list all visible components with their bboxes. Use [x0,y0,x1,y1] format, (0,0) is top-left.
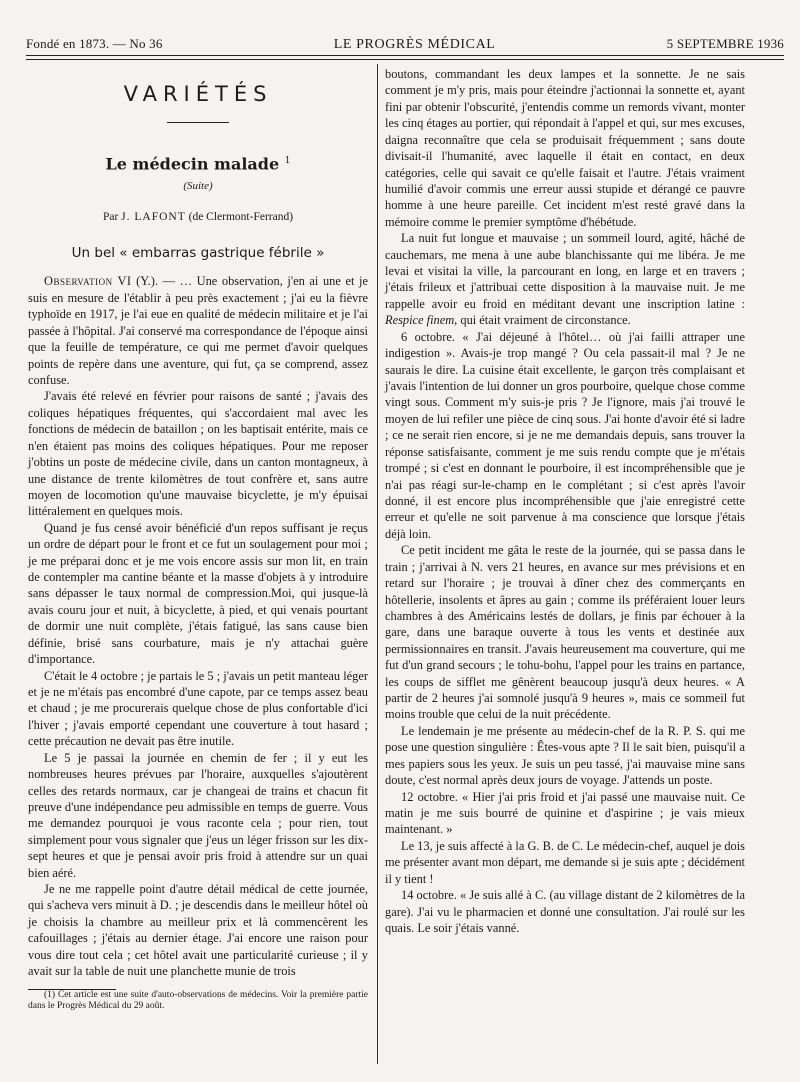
body-paragraph: Le lendemain je me présente au médecin-chef de la R. P. S. qui me pose une question singulière : Êtes-vous apte ? Il le sait bien, puisqu'il a mes papiers sous les yeux. Je suis un peu tassé, j'ai mauvaise mine sans doute, c'est normal après deux jours de voyage. J'attends un poste. [385,723,745,788]
journal-title: LE PROGRÈS MÉDICAL [333,37,496,52]
header-founded: Fondé en 1873. — No 36 [26,36,163,51]
observation-text: (Y.). — … Une observation, j'en ai une et je suis en mesure de l'établir à peu près exactement ; j'ai eu la fièvre typhoïde en 1917, je l'ai eue en qualité de médecin militaire et je l'ai passée à l'hôpital. J'ai conservé ma correspondance de l'époque ainsi que la feuille de température, ce qui me permet d'avoir quelques points de repère dans une aventure, qui fut, ça se comprend, assez confuse. [28,274,368,387]
observation-label: Observation VI [44,274,132,289]
body-paragraph: Le 13, je suis affecté à la G. B. de C. Le médecin-chef, auquel je dois me présenter avant mon départ, me demande si je suis apte ; décidément il y tient ! [385,838,745,886]
header-rule-top [26,55,784,56]
observation-paragraph [28,273,368,388]
article-title-text: Le médecin malade [105,154,280,174]
author-name: J. LAFONT [121,210,186,223]
body-paragraph: 14 octobre. « Je suis allé à C. (au village distant de 2 kilomètres de la gare). J'ai vu le pharmacien et donné une consultation. J'ai roulé sur les quais. Le soir j'étais vanné. [385,888,745,935]
footnote-text: Cet article est une suite d'auto-observations de médecins. Voir la première partie dans le Progrès Médical du 29 août. [28,989,368,1012]
body-paragraph: Je ne me rappelle point d'autre détail médical de cette journée, qui s'acheva vers minuit à D. ; je descendis dans le meilleur hôtel où je choisis la chambre au meilleur prix et là commencèrent les cafouillages ; j'étais au dernier étage. J'ai encore une raison pour vous dire tout cela ; cet hôtel avait une particularité curieuse ; il y avait sur la table de nuit une planchette munie de trois [28,882,368,979]
suite-label: (Suite) [183,180,213,193]
author-place: (de Clermont-Ferrand) [188,210,294,223]
body-paragraph: 6 octobre. « J'ai déjeuné à l'hôtel… où j'ai failli attraper une indigestion ». Avais-je trop mangé ? Ou cela passait-il mal ? Je ne saurais le dire. La cuisine était excellente, le garçon très complaisant et j'avais l'intention de lui donner un gros pourboire, quelque chose comme vingt sous. Comment m'y suis-je pris ? Je l'ignore, mais j'ai trouvé le moyen de lui refiler une pièce de cinq sous. J'ai honte d'avoir été si ladre ; ce ne serait rien encore, si je ne me demandais depuis, sans trouver la réponse satisfaisante, comment je me suis rendu compte que je m'étais trompé ; si c'est en donnant le pourboire, il est incompréhensible que je n'ai pas réagi sur-le-champ en le complétant ; si c'est après l'avoir donné, il est encore plus incompréhensible que j'aie enregistré cette erreur et qu'elle ne soit parvenue à ma conscience que lorsque j'étais déjà loin. [385,329,745,541]
issue-date: 5 SEPTEMBRE 1936 [666,36,784,51]
body-paragraph [385,230,745,329]
body-paragraph: Ce petit incident me gâta le reste de la journée, qui se passa dans le train ; j'arrivai à N. vers 21 heures, en avance sur mes prévisions et en retard sur l'horaire ; je trouvai à dîner chez des commerçants en hôtellerie, insolents et âpres au gain ; comme ils préféraient louer leurs chambres à des Américains lestés de dollars, je finis par échouer à la gare, dans une baraque ouverte à tous les vents et destinée aux permissionnaires en transit. J'avais heureusement ma couverture, qui me fut d'un grand secours ; le tohu-bohu, l'appel pour les trains en partance, les coups de sifflet me gênèrent beaucoup jusqu'à deux heures. « A partir de 2 heures j'ai somnolé jusqu'à 9 heures », mais ce sommeil fut moins trouble que celui de la nuit précédente. [385,543,745,722]
column-divider [377,64,378,1064]
right-column [385,66,745,936]
body-paragraph: 12 octobre. « Hier j'ai pris froid et j'ai passé une mauvaise nuit. Ce matin je me suis bourré de quinine et d'aspirine ; je vais mieux maintenant. » [385,789,745,837]
body-paragraph: C'était le 4 octobre ; je partais le 5 ; j'avais un petit manteau léger et je ne m'étais pas encombré d'une capote, par ce temps assez beau et chaud ; je me procurerais quelque chose de plus confortable d'ici l'hiver ; j'avais emporté cependant une couverture à tout hasard ; cette précaution ne devait pas être inutile. [28,668,368,749]
body-paragraph: J'avais été relevé en février pour raisons de santé ; j'avais des coliques hépatiques fréquentes, qui s'accordaient mal avec les fonctions de médecin de bataillon ; on les baptisait entérite, mais ce n'en étaient pas moins des coliques hépatiques. Pour me reposer j'obtins un poste de médecine civile, dans un canton montagneux, à une distance de trente kilomètres de tout confrère et, sans autre moyen de locomotion qu'une mauvaise bicyclette, je m'y épuisai littéralement en quelques mois. [28,389,368,519]
paragraph-text: qui était vraiment de circonstance. [460,313,631,328]
author-line [28,209,368,225]
section-heading: VARIÉTÉS [123,82,273,106]
article-title [28,153,368,173]
title-footnote-ref: 1 [284,156,291,167]
body-paragraph: Le 5 je passai la journée en chemin de fer ; il y eut les nombreuses heures prévues par l'horaire, auxquelles s'ajoutèrent celles des retards normaux, car je changeai de trains et chacun fit preuve d'une indépendance peu admissible en temps de guerre. Vous me demandez pourquoi je vous raconte cela ; pour rien, tout simplement pour vous signaler que j'eus un léger frisson sur les dix-sept heures et que je pensai avoir pris froid à attendre sur un quai bien aéré. [28,750,368,880]
header-rule-bottom [26,59,784,60]
continued-paragraph: boutons, commandant les deux lampes et la sonnette. Je ne sais comment je m'y pris, mais pour éteindre j'actionnai la sonnette et, ayant fini par obtenir l'obscurité, j'entendis comme un remords vivant, monter les cinq étages au portier, qui répondait à l'appel et qui, sur mes excuses, daigna reconnaître que cela se produisait fréquemment ; sans doute divisait-il l'humanité, avec laquelle il était en contact, en deux catégories, celle qui savait ce qu'elle faisait et l'autre. J'étais vraiment humilié d'avoir commis une erreur aussi stupide et dérangé ce pauvre homme à une heure pareille. Cet incident m'est resté gravé dans la mémoire comme le premier symptôme d'hébétude. [385,67,745,229]
left-column [28,66,368,1013]
author-prefix: Par [102,210,119,223]
body-paragraph: Quand je fus censé avoir bénéficié d'un repos suffisant je reçus un ordre de départ pour le front et ce fut un soulagement pour moi ; je me préparai donc et je me vois encore assis sur mon lit, en train de contempler ma cantine béante et la masse d'objets à y introduire sans dépasser le taux normal de compression.Moi, qui jusque-là avais couru jour et nuit, à bicyclette, à pied, et qui venais pourtant de dormir une nuit complète, j'étais fatigué, las sans cause bien définie, brisé sans courbature, mais je n'y attachai guère d'importance. [28,520,368,667]
footnote [28,990,368,1013]
section-rule [167,122,229,123]
running-header [26,36,784,53]
paragraph-text: La nuit fut longue et mauvaise ; un sommeil lourd, agité, hâché de cauchemars, me mena à une aube blanchissante qui me libéra. Je me levai et visitai la ville, la parcourant en long, en large et en travers ; j'étais frileux et j'attribuai cette disposition à la mauvaise nuit. Je me rappelle avoir eu froid en méditant devant une inscription latine : [385,231,745,311]
footnote-marker: (1) [44,989,56,1000]
article-subtitle: Un bel « embarras gastrique fébrile » [71,245,325,262]
latin-inscription: Respice finem, [385,313,458,328]
